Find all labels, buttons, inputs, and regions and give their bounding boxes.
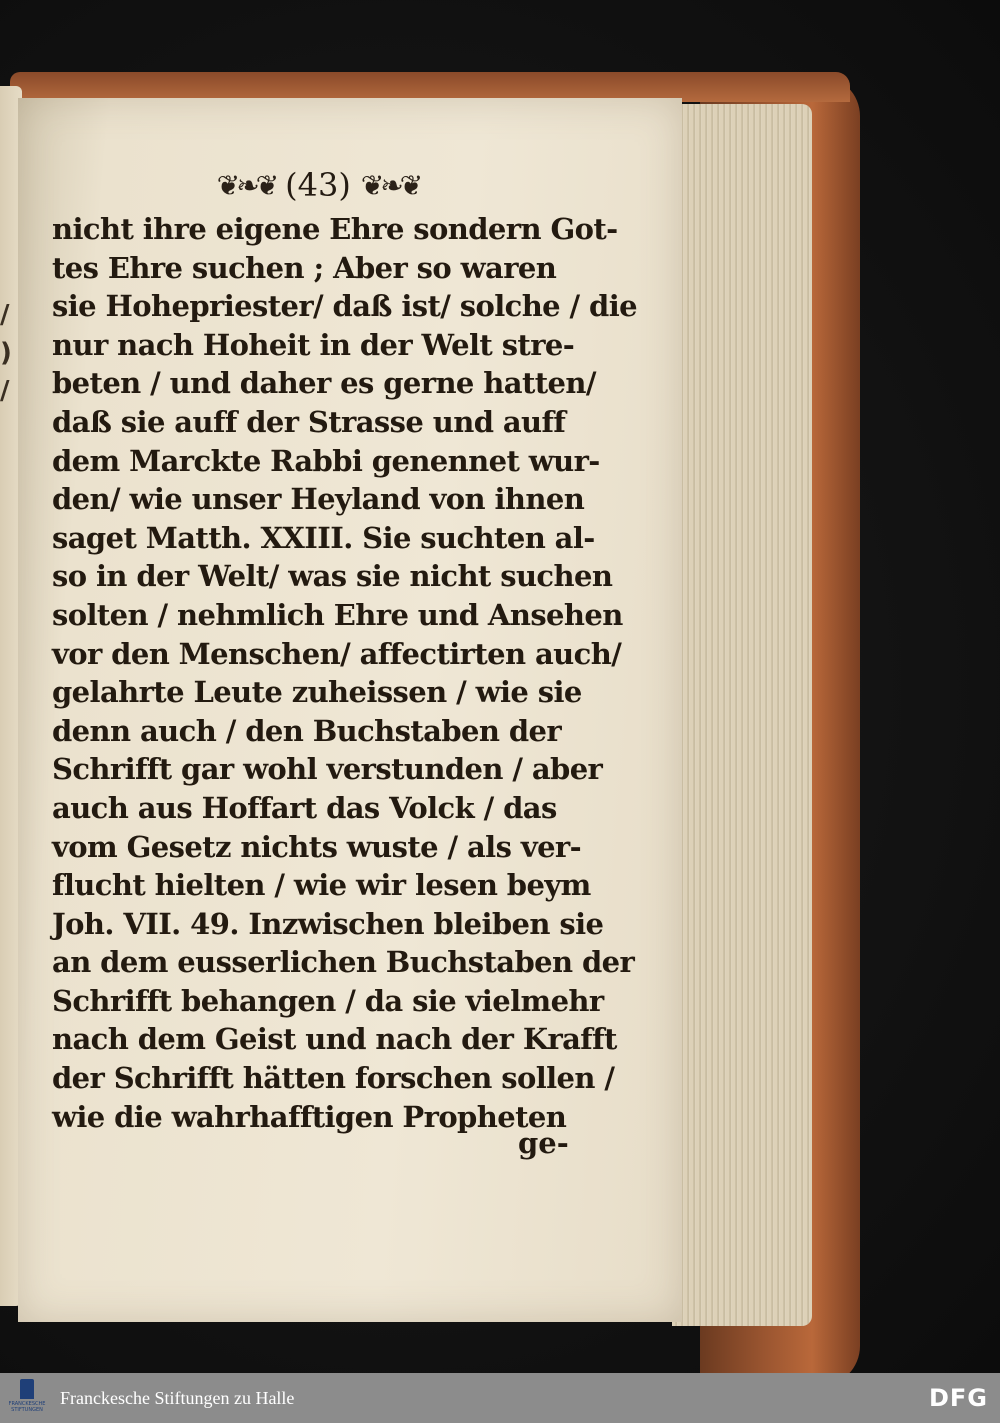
- text-line: Schrifft behangen / da sie vielmehr: [52, 983, 604, 1018]
- right-page: [18, 98, 682, 1322]
- text-line: vor den Menschen/ affectirten auch/: [52, 636, 622, 671]
- text-line: sie Hohepriester/ daß ist/ solche / die: [52, 289, 637, 324]
- text-line: nur nach Hoheit in der Welt stre-: [52, 327, 575, 362]
- text-line: auch aus Hoffart das Volck / das: [52, 790, 557, 825]
- text-line: beten / und daher es gerne hatten/: [52, 366, 596, 401]
- catchword: ge-: [518, 1126, 569, 1160]
- footer-bar: [0, 1373, 1000, 1423]
- text-line: Schrifft gar wohl verstunden / aber: [52, 752, 603, 787]
- text-line: saget Matth. XXIII. Sie suchten al-: [52, 520, 595, 555]
- page-header: [188, 160, 448, 210]
- text-line: gelahrte Leute zuheissen / wie sie: [52, 675, 582, 710]
- left-mark: ): [0, 338, 12, 368]
- text-line: an dem eusserlichen Buchstaben der: [52, 945, 635, 980]
- franckesche-logo-icon[interactable]: [6, 1377, 48, 1419]
- page-text: [52, 210, 637, 1136]
- text-line: nicht ihre eigene Ehre sondern Got-: [52, 212, 618, 246]
- dfg-logo[interactable]: DFG: [928, 1384, 988, 1412]
- logo-text: FRANCKESCHE STIFTUNGEN: [8, 1401, 46, 1413]
- text-line: nach dem Geist und nach der Krafft: [52, 1022, 617, 1057]
- text-line: solten / nehmlich Ehre und Ansehen: [52, 597, 623, 632]
- ornament-right-icon: ❦❧❦: [360, 168, 420, 202]
- text-line: wie die wahrhafftigen Propheten: [52, 1099, 567, 1134]
- text-line: den/ wie unser Heyland von ihnen: [52, 482, 585, 517]
- text-line: der Schrifft hätten forschen sollen /: [52, 1061, 615, 1096]
- ornament-left-icon: ❦❧❦: [216, 168, 276, 202]
- left-page-marks: [0, 296, 12, 410]
- text-line: flucht hielten / wie wir lesen beym: [52, 868, 591, 903]
- text-line: dem Marckte Rabbi genennet wur-: [52, 443, 600, 478]
- logo-mark: [20, 1379, 34, 1399]
- text-line: Joh. VII. 49. Inzwischen bleiben sie: [52, 906, 604, 941]
- text-line: vom Gesetz nichts wuste / als ver-: [52, 829, 582, 864]
- page-number: (43): [285, 166, 351, 204]
- text-line: denn auch / den Buchstaben der: [52, 713, 562, 748]
- left-mark: /: [0, 376, 10, 406]
- text-line: so in der Welt/ was sie nicht suchen: [52, 559, 613, 594]
- footer-title-link[interactable]: Franckesche Stiftungen zu Halle: [60, 1388, 295, 1408]
- text-line: tes Ehre suchen ; Aber so waren: [52, 250, 557, 285]
- page-edges: [672, 104, 812, 1326]
- text-line: daß sie auff der Strasse und auff: [52, 404, 566, 439]
- left-mark: /: [0, 300, 10, 330]
